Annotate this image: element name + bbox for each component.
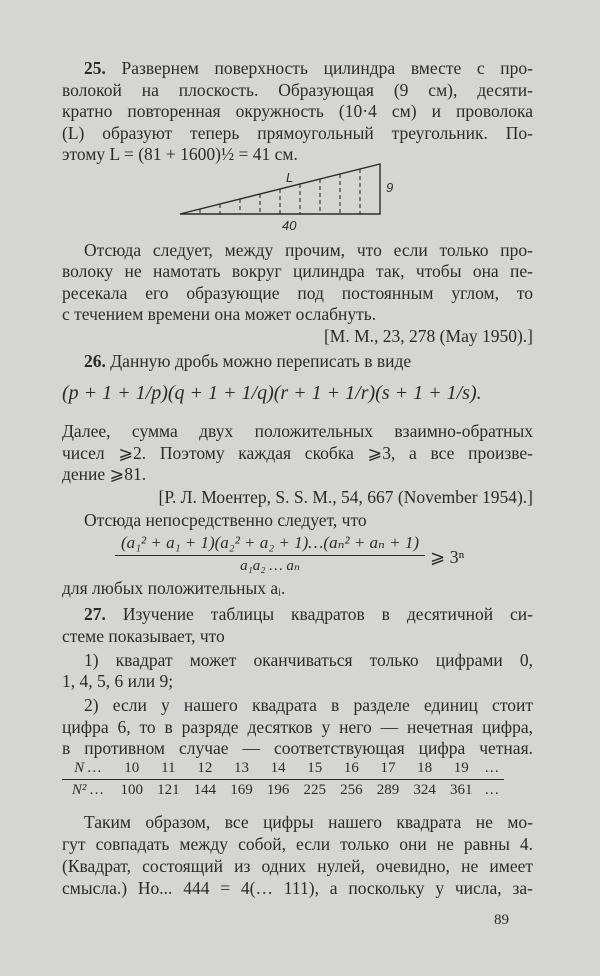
- squares-table: [62, 758, 504, 801]
- p26-line: Далее, сумма двух положительных взаимно-обратных: [62, 421, 533, 441]
- p25-line: волокой на плоскость. Образующая (9 см), десяти-: [62, 80, 533, 100]
- p26-line: дение ⩾81.: [62, 464, 147, 484]
- table-cell: 225: [303, 782, 326, 798]
- row-label: N …: [62, 758, 113, 780]
- table-cell: 324: [413, 782, 436, 798]
- table-cell: 15: [296, 758, 333, 780]
- p26-intro-text: Данную дробь можно переписать в виде: [110, 351, 412, 371]
- height-label: 9: [386, 180, 394, 195]
- citation: [Р. Л. Моентер, S. S. M., 54, 667 (November 1954).]: [158, 487, 533, 507]
- p25-line-1: [84, 58, 533, 78]
- table-cell: 12: [187, 758, 224, 780]
- table-cell: 169: [230, 782, 253, 798]
- p25-line-text: Развернем поверхность цилиндра вместе с про-: [121, 58, 533, 78]
- p27-after-line: Таким образом, все цифры нашего квадрата не мо-: [84, 812, 533, 832]
- p27-line-text: Изучение таблицы квадратов в десятичной си-: [122, 604, 534, 624]
- p27-line: 1) квадрат может оканчиваться только цифрами 0,: [84, 650, 533, 670]
- p25-line: этому L = (81 + 1600)½ = 41 см.: [62, 144, 298, 164]
- triangle-diagram: [170, 158, 410, 240]
- p25-line: (L) образуют теперь прямоугольный треугольник. По-: [62, 123, 533, 143]
- p26-line: чисел ⩾2. Поэтому каждая скобка ⩾3, а все произве-: [62, 443, 533, 463]
- p26-conclusion: для любых положительных aᵢ.: [62, 578, 286, 598]
- table-cell: 144: [193, 782, 217, 798]
- table-cell: 10: [113, 758, 150, 780]
- table-cell: …: [480, 758, 505, 780]
- p27-line: в противном случае — соответствующая цифра четная.: [62, 738, 533, 758]
- p27-line: цифра 6, то в разряде десятков у него — нечетная цифра,: [62, 717, 533, 737]
- p27-after-line: (Квадрат, состоящий из одних нулей, очевидно, не имеет: [62, 856, 533, 876]
- hyp-label: L: [286, 170, 294, 185]
- p27-after-line: смысла.) Но... 444 = 4(… 111), а поскольку у числа, за-: [62, 878, 533, 898]
- table-cell: 11: [150, 758, 187, 780]
- fraction-numerator: (a₁² + a₁ + 1)(a₂² + a₂ + 1)…(aₙ² + aₙ + 1): [115, 533, 425, 556]
- p25-after-line: ресекала его образующие под постоянным углом, то: [62, 283, 533, 303]
- table-cell: 289: [376, 782, 400, 798]
- fraction: [115, 533, 425, 575]
- formula: (p + 1 + 1/p)(q + 1 + 1/q)(r + 1 + 1/r)(s + 1 + 1/s).: [62, 382, 482, 404]
- p27-line: 1, 4, 5, 6 или 9;: [62, 671, 174, 691]
- fraction-denominator: a₁a₂ … aₙ: [240, 558, 300, 574]
- p27-after-line: гут совпадать между собой, если только они не равны 4.: [62, 834, 533, 854]
- table-cell: 196: [266, 782, 290, 798]
- problem-number: 27.: [84, 604, 106, 624]
- p25-after-line: с течением времени она может ослабнуть.: [62, 304, 377, 324]
- p25-line: кратно повторенная окружность (10·4 см) и проволока: [62, 101, 533, 121]
- table-cell: 13: [223, 758, 260, 780]
- table-cell: 17: [370, 758, 407, 780]
- table-cell: 100: [120, 782, 143, 798]
- p26-intro: [84, 351, 533, 371]
- problem-number: 25.: [84, 58, 106, 78]
- table-row: [62, 780, 504, 802]
- table-cell: 19: [443, 758, 480, 780]
- p27-line: 2) если у нашего квадрата в разделе единиц стоит: [84, 695, 533, 715]
- problem-number: 26.: [84, 351, 106, 371]
- table-cell: 18: [406, 758, 443, 780]
- table-cell: 16: [333, 758, 370, 780]
- table-cell: …: [484, 782, 500, 798]
- p25-after-line: волоку не намотать вокруг цилиндра так, чтобы она пе-: [62, 261, 533, 281]
- fraction-rhs: ⩾ 3ⁿ: [430, 547, 465, 567]
- table-cell: 256: [340, 782, 363, 798]
- base-label: 40: [282, 218, 297, 233]
- p27-line-1: [84, 604, 533, 624]
- p27-line: стеме показывает, что: [62, 626, 225, 646]
- table-cell: 14: [260, 758, 297, 780]
- p25-after-line: Отсюда следует, между прочим, что если только про-: [84, 240, 533, 260]
- table-row: [62, 758, 504, 780]
- table-cell: 121: [157, 782, 180, 798]
- p26-followup: Отсюда непосредственно следует, что: [84, 510, 367, 530]
- row-label: N² …: [71, 782, 104, 798]
- citation: [M. M., 23, 278 (May 1950).]: [323, 326, 533, 346]
- page-number: 89: [494, 912, 509, 928]
- table-cell: 361: [449, 782, 473, 798]
